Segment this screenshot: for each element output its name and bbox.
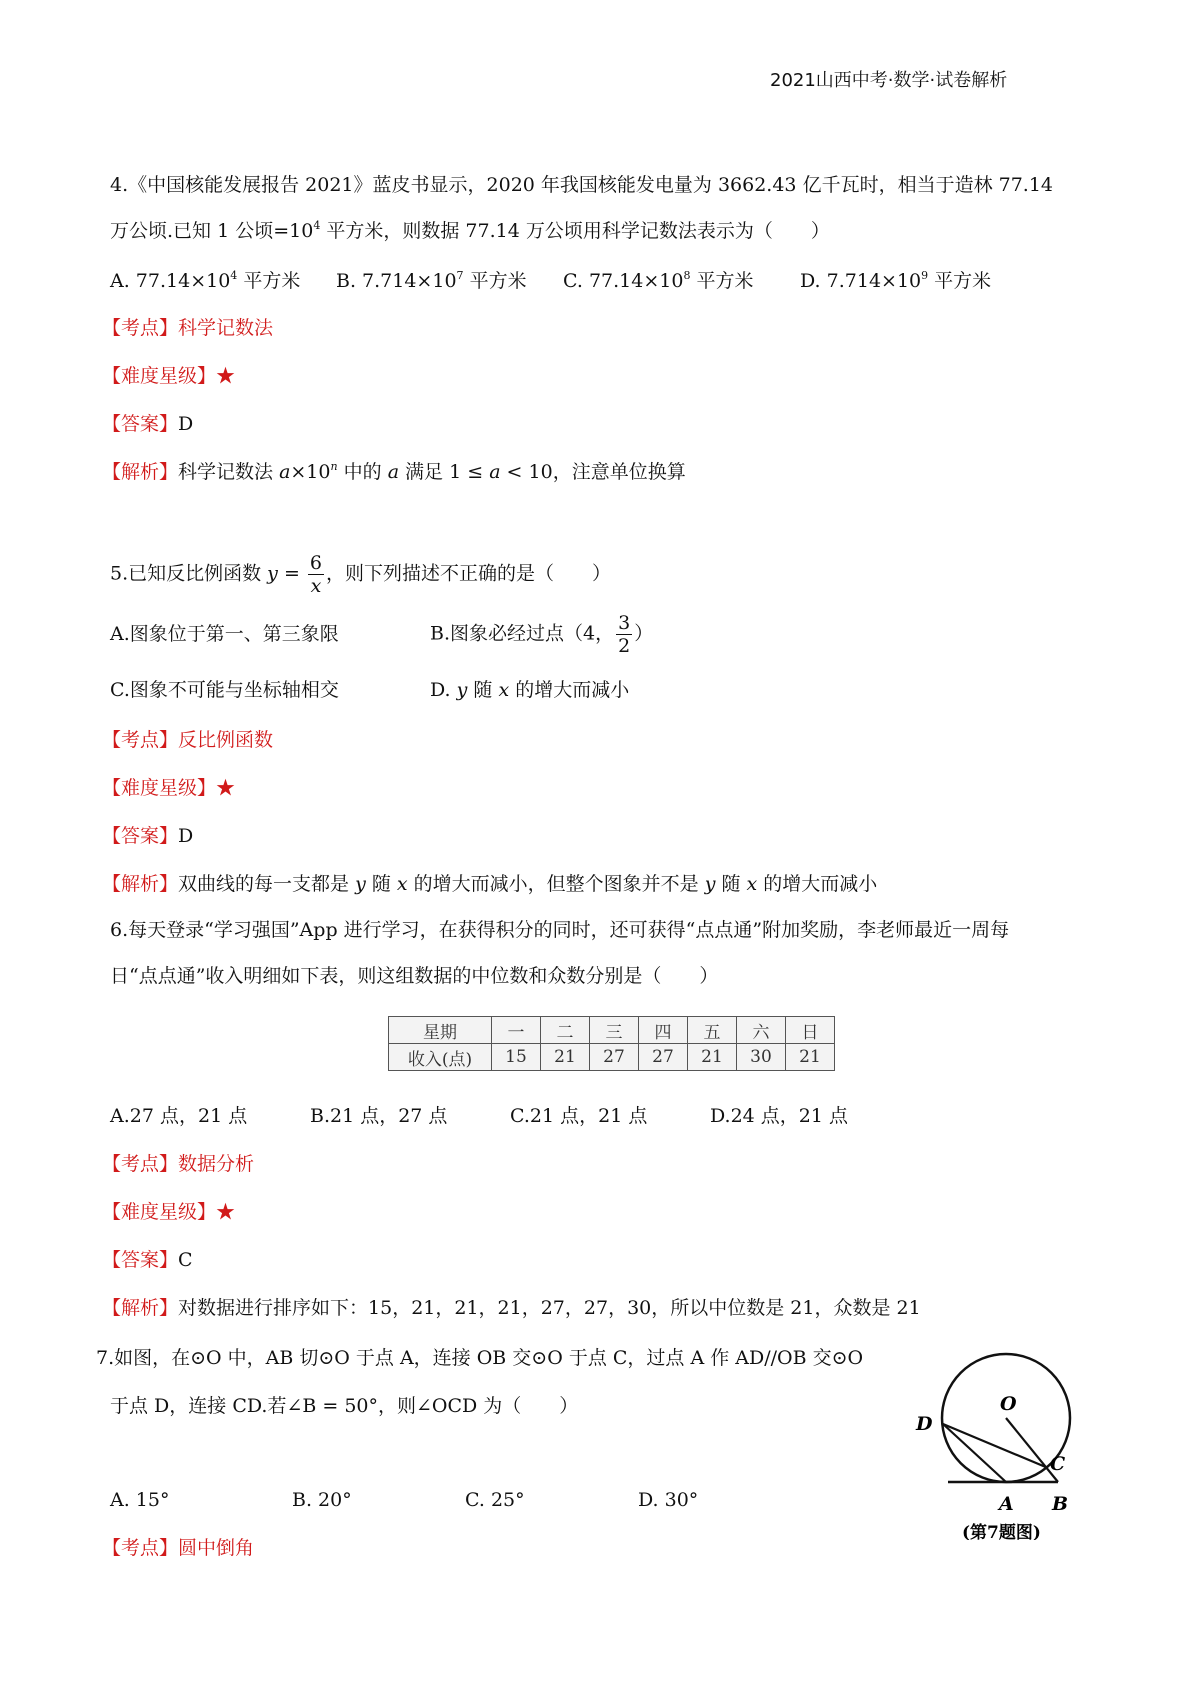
q4-analysis-text-d: 满足 1 ≤ (399, 461, 490, 483)
q5-option-d (430, 678, 629, 702)
q5-analysis-var-x-2: x (746, 873, 758, 895)
q5-analysis-text-d: 的增大而减小 (757, 873, 878, 895)
table-cell: 六 (737, 1017, 786, 1044)
q5-analysis-text-a: 双曲线的每一支都是 (178, 873, 356, 895)
q7-circle-figure (900, 1340, 1090, 1540)
q7-figure-caption: (第7题图) (962, 1523, 1041, 1540)
q5-fraction-denominator-var: x (310, 575, 322, 597)
q5-stem (110, 552, 611, 597)
q7-option-c: C. 25° (465, 1489, 525, 1511)
q4-option-d-unit: 平方米 (928, 270, 992, 292)
q6-kaodian-text: 数据分析 (178, 1153, 255, 1175)
q5-analysis (102, 872, 877, 896)
q4-answer (102, 412, 193, 436)
q4-analysis-text-e: < 10，注意单位换算 (500, 461, 686, 483)
q7-label-o: O (1000, 1393, 1017, 1415)
page-header-title: 2021山西中考·数学·试卷解析 (770, 70, 1008, 91)
q5-fraction-denominator (308, 575, 324, 597)
q4-option-c (563, 269, 753, 293)
q5-option-b-fraction (616, 612, 632, 657)
q5-analysis-text-c: 的增大而减小，但整个图象并不是 (407, 873, 705, 895)
q7-label-c: C (1050, 1453, 1066, 1475)
table-cell: 27 (639, 1044, 688, 1071)
q4-difficulty-star-icon: ★ (216, 365, 236, 387)
q7-kaodian-tag: 【考点】 (102, 1537, 179, 1559)
q4-stem-line2-text-a: 万公顷.已知 1 公顷=10 (110, 220, 314, 242)
q5-option-a: A.图象位于第一、第三象限 (110, 623, 339, 645)
q5-option-c: C.图象不可能与坐标轴相交 (110, 679, 339, 701)
q4-analysis-text-b: ×10 (290, 461, 331, 483)
q6-analysis-tag: 【解析】 (102, 1297, 179, 1319)
table-cell: 21 (541, 1044, 590, 1071)
q4-option-c-unit: 平方米 (690, 270, 754, 292)
q6-stem-line2: 日“点点通”收入明细如下表，则这组数据的中位数和众数分别是（ ） (110, 965, 719, 987)
q6-option-d: D.24 点，21 点 (710, 1105, 849, 1127)
q4-stem-line1: 4.《中国核能发展报告 2021》蓝皮书显示，2020 年我国核能发电量为 3662.43 亿千瓦时，相当于造林 77.14 (110, 174, 1053, 196)
table-cell: 四 (639, 1017, 688, 1044)
table-cell: 五 (688, 1017, 737, 1044)
q5-option-d-var-x: x (498, 679, 510, 701)
q5-option-d-text-a: D. (430, 679, 457, 701)
q5-analysis-text-b: 随 (365, 873, 397, 895)
q6-answer-tag: 【答案】 (102, 1249, 179, 1271)
q5-kaodian-text: 反比例函数 (178, 729, 274, 751)
table-row (389, 1044, 835, 1071)
q6-difficulty-star-icon: ★ (216, 1201, 236, 1223)
table-header-cell: 星期 (389, 1017, 492, 1044)
q4-option-a-exp: 4 (230, 269, 238, 282)
q6-income-table (388, 1016, 835, 1071)
q4-analysis-text-c: 中的 (337, 461, 388, 483)
q6-kaodian-tag: 【考点】 (102, 1153, 179, 1175)
q5-option-d-text-b: 随 (467, 679, 499, 701)
q5-stem-equals: = (277, 562, 306, 585)
table-row (389, 1017, 835, 1044)
q4-option-a-text: A. 77.14×10 (110, 270, 231, 292)
q5-kaodian (102, 728, 273, 752)
q4-option-a (110, 269, 300, 293)
q4-option-d (800, 269, 991, 293)
q5-option-b-numerator: 3 (618, 612, 631, 634)
q4-stem-exponent: 4 (313, 219, 321, 232)
q6-analysis (102, 1296, 921, 1320)
q4-option-d-exp: 9 (921, 269, 929, 282)
q6-answer-value: C (178, 1249, 193, 1271)
q4-analysis-text-a: 科学记数法 (178, 461, 280, 483)
q5-option-b-denominator: 2 (618, 635, 631, 657)
q6-option-b: B.21 点，27 点 (310, 1105, 448, 1127)
q4-option-b (336, 269, 527, 293)
q4-kaodian-text: 科学记数法 (178, 317, 274, 339)
q4-difficulty-tag: 【难度星级】 (102, 365, 217, 387)
q5-stem-text-b: ，则下列描述不正确的是（ ） (326, 562, 612, 585)
q6-kaodian (102, 1152, 254, 1176)
table-cell: 三 (590, 1017, 639, 1044)
q5-option-d-var-y: y (456, 679, 468, 701)
q6-answer (102, 1248, 193, 1272)
q4-analysis-exp: n (330, 460, 338, 473)
table-cell: 30 (737, 1044, 786, 1071)
q4-option-a-unit: 平方米 (237, 270, 301, 292)
q5-difficulty-star-icon: ★ (216, 777, 236, 799)
q6-difficulty (102, 1200, 235, 1224)
q4-analysis (102, 460, 686, 484)
q7-label-d: D (916, 1413, 933, 1435)
table-cell: 27 (590, 1044, 639, 1071)
q6-stem-line1: 6.每天登录“学习强国”App 进行学习，在获得积分的同时，还可获得“点点通”附加奖励，李老师最近一周每 (110, 919, 1010, 941)
q4-option-b-unit: 平方米 (463, 270, 527, 292)
q7-kaodian-text: 圆中倒角 (178, 1537, 255, 1559)
q5-analysis-var-y-2: y (704, 873, 716, 895)
q4-option-c-exp: 8 (683, 269, 691, 282)
q5-option-b-text-a: B.图象必经过点（4， (430, 622, 615, 645)
table-cell: 21 (688, 1044, 737, 1071)
table-cell: 21 (786, 1044, 835, 1071)
q4-option-b-text: B. 7.714×10 (336, 270, 457, 292)
q5-option-b (430, 612, 653, 657)
q4-analysis-var-1: a (279, 461, 291, 483)
q5-answer-value: D (178, 825, 194, 847)
q5-option-d-text-c: 的增大而减小 (509, 679, 630, 701)
q5-kaodian-tag: 【考点】 (102, 729, 179, 751)
q5-difficulty-tag: 【难度星级】 (102, 777, 217, 799)
q5-analysis-text-b2: 随 (715, 873, 747, 895)
table-header-cell: 收入(点) (389, 1044, 492, 1071)
table-cell: 一 (492, 1017, 541, 1044)
q5-answer (102, 824, 193, 848)
q6-option-a: A.27 点，21 点 (110, 1105, 248, 1127)
q4-answer-value: D (178, 413, 194, 435)
q7-kaodian (102, 1536, 254, 1560)
q6-analysis-text: 对数据进行排序如下：15，21，21，21，27，27，30，所以中位数是 21，众数是 21 (178, 1297, 921, 1319)
q4-stem-line2-text-b: 平方米，则数据 77.14 万公顷用科学记数法表示为（ ） (320, 220, 830, 242)
q5-stem-var-y: y (267, 562, 278, 585)
q7-label-b: B (1052, 1493, 1069, 1515)
q4-answer-tag: 【答案】 (102, 413, 179, 435)
q4-analysis-tag: 【解析】 (102, 461, 179, 483)
q6-difficulty-tag: 【难度星级】 (102, 1201, 217, 1223)
q4-analysis-var-2: a (387, 461, 400, 483)
q4-difficulty (102, 364, 235, 388)
q4-option-c-text: C. 77.14×10 (563, 270, 684, 292)
q5-fraction-numerator: 6 (309, 552, 322, 574)
q5-analysis-var-y-1: y (355, 873, 366, 895)
q6-option-c: C.21 点，21 点 (510, 1105, 648, 1127)
q4-option-d-text: D. 7.714×10 (800, 270, 922, 292)
q5-answer-tag: 【答案】 (102, 825, 179, 847)
table-cell: 日 (786, 1017, 835, 1044)
q4-stem-line2 (110, 219, 830, 243)
q7-stem-line1: 7.如图，在⊙O 中，AB 切⊙O 于点 A，连接 OB 交⊙O 于点 C，过点 A 作 AD//OB 交⊙O (96, 1347, 864, 1369)
q5-stem-text-a: 5.已知反比例函数 (110, 562, 268, 585)
q5-stem-fraction (308, 552, 324, 597)
q7-label-a: A (999, 1493, 1014, 1515)
q7-stem-line2: 于点 D，连接 CD.若∠B = 50°，则∠OCD 为（ ） (110, 1395, 579, 1417)
table-cell: 15 (492, 1044, 541, 1071)
q7-option-d: D. 30° (638, 1489, 699, 1511)
table-cell: 二 (541, 1017, 590, 1044)
q5-difficulty (102, 776, 235, 800)
q5-analysis-tag: 【解析】 (102, 873, 179, 895)
q7-option-a: A. 15° (110, 1489, 170, 1511)
q4-option-b-exp: 7 (456, 269, 464, 282)
q7-option-b: B. 20° (292, 1489, 352, 1511)
q5-option-b-text-b: ） (634, 622, 654, 645)
q5-analysis-var-x-1: x (396, 873, 408, 895)
q4-analysis-var-3: a (489, 461, 501, 483)
q4-kaodian-tag: 【考点】 (102, 317, 179, 339)
q4-kaodian (102, 316, 273, 340)
